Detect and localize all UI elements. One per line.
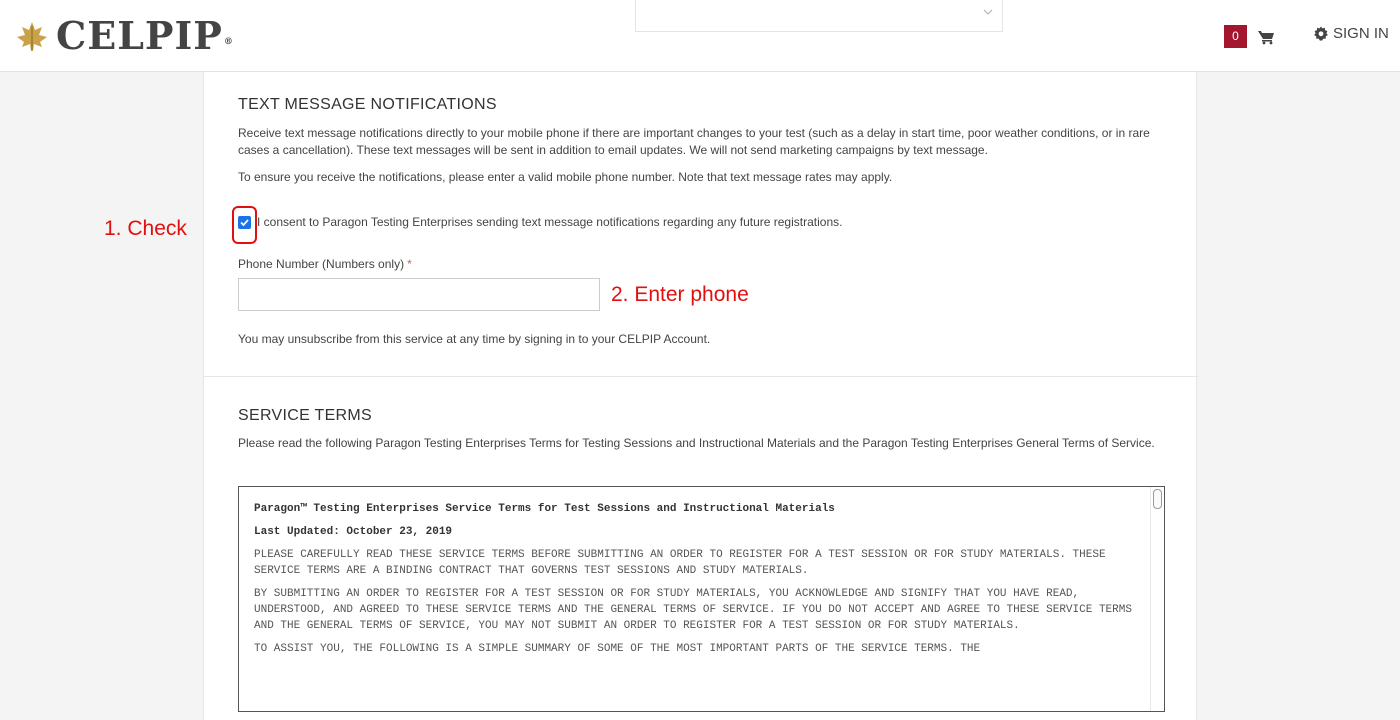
gear-icon [1313,26,1329,42]
required-asterisk: * [407,257,412,271]
phone-number-label: Phone Number (Numbers only) * [238,257,412,271]
terms-paragraph: TO ASSIST YOU, THE FOLLOWING IS A SIMPLE SUMMARY OF SOME OF THE MOST IMPORTANT PARTS OF THE SERVICE TERMS. THE [254,643,981,655]
sign-in-link[interactable] [1313,25,1389,42]
terms-last-updated: Last Updated: October 23, 2019 [254,526,453,538]
consent-label: I consent to Paragon Testing Enterprises sending text message notifications regarding any future registrations. [257,215,843,229]
registration-card [203,72,1197,720]
unsubscribe-text: You may unsubscribe from this service at any time by signing in to your CELPIP Account. [238,332,711,346]
celpip-logo[interactable] [14,14,234,58]
maple-leaf-icon [14,18,50,54]
consent-row[interactable] [238,215,842,229]
service-terms-scrollbox[interactable] [238,486,1165,712]
header-dropdown[interactable] [635,0,1003,32]
cart-count-badge: 0 [1224,25,1247,48]
annotation-highlight-box [232,206,257,244]
sign-in-label: SIGN IN [1333,25,1389,42]
phone-number-input[interactable] [238,278,600,311]
section-divider [204,376,1198,377]
terms-paragraph: BY SUBMITTING AN ORDER TO REGISTER FOR A TEST SESSION OR FOR STUDY MATERIALS, YOU ACKNOWLEDGE AND SIGNIFY THAT YOU HAVE READ, UNDERSTOOD, AND AGREED TO THESE SERVICE TERMS AND THE GENERAL TERMS OF SERVICE. IF YOU DO NOT ACCEPT AND AGREE TO THESE SERVICE TERMS AND THE GENERAL TERMS OF SERVICE, YOU MAY NOT SUBMIT AN ORDER TO REGISTER FOR A TEST SESSION OR FOR STUDY MATERIALS. [254,588,1132,632]
cart-button[interactable] [1224,25,1275,48]
notifications-ensure-text: To ensure you receive the notifications, please enter a valid mobile phone number. Note that text message rates may apply. [238,170,893,184]
terms-box-title: Paragon™ Testing Enterprises Service Terms for Test Sessions and Instructional Materials [254,503,835,515]
site-header [0,0,1400,72]
terms-paragraph: PLEASE CAREFULLY READ THESE SERVICE TERMS BEFORE SUBMITTING AN ORDER TO REGISTER FOR A TEST SESSION OR FOR STUDY MATERIALS. THESE SERVICE TERMS ARE A BINDING CONTRACT THAT GOVERNS TEST SESSIONS AND STUDY MATERIALS. [254,549,1106,577]
logo-text: CELPIP® [56,13,234,58]
annotation-step2: 2. Enter phone [611,283,749,306]
text-notifications-section [238,96,1168,186]
scrollbar-thumb[interactable] [1153,489,1162,509]
annotation-step1: 1. Check [104,217,187,240]
scrollbar-track[interactable] [1150,487,1164,711]
notifications-description: Receive text message notifications directly to your mobile phone if there are important changes to your test (such as a delay in start time, poor weather conditions, or in rare cases a cancellation). These text messages will be sent in addition to email updates. We will not send marketing campaigns by text message. [238,126,1150,157]
chevron-down-icon [982,6,994,18]
service-terms-section [238,407,1168,452]
service-terms-content [254,501,1134,664]
shopping-cart-icon [1257,29,1275,45]
section-title-service-terms: SERVICE TERMS [238,407,373,424]
service-terms-description: Please read the following Paragon Testing Enterprises Terms for Testing Sessions and Instructional Materials and the Paragon Testing Enterprises General Terms of Service. [238,436,1155,450]
section-title-text-notifications: TEXT MESSAGE NOTIFICATIONS [238,96,497,113]
